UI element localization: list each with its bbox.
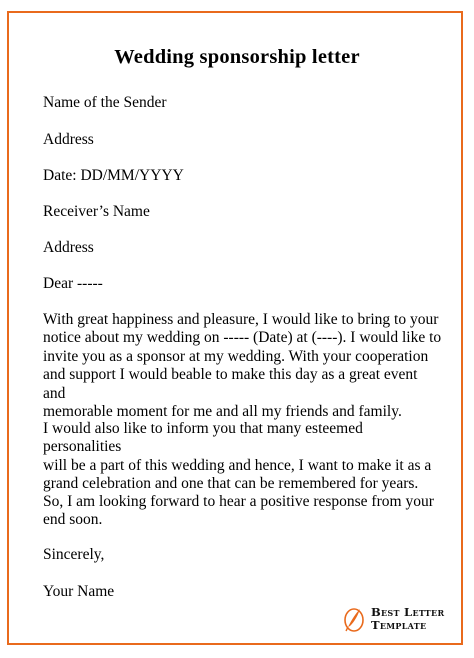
letter-date: Date: DD/MM/YYYY [43, 167, 184, 184]
signature: Your Name [43, 583, 115, 600]
sender-name: Name of the Sender [43, 94, 167, 111]
body-paragraph-2: I would also like to inform you that many esteemed personalities will be a part of this wedding and hence, I want to make it as a grand celebration and one that can be remembered for years. [43, 420, 432, 493]
letter-title: Wedding sponsorship letter [114, 46, 360, 68]
salutation: Dear ----- [43, 275, 103, 292]
body-paragraph-3: So, I am looking forward to hear a positive response from your end soon. [43, 493, 434, 529]
brand-logo [341, 605, 451, 635]
logo-text [371, 606, 444, 632]
closing: Sincerely, [43, 546, 105, 563]
body-paragraph-1: With great happiness and pleasure, I would like to bring to your notice about my wedding on ----- (Date) at (----). I would like to invite you as a sponsor at my wedding. With your cooperation and support I would beable to make this day as a great event and memorable moment for me and all my friends and family. [43, 311, 442, 421]
logo-line-1: Best Letter [371, 605, 445, 619]
logo-line-2: Template [371, 618, 427, 632]
receiver-name: Receiver’s Name [43, 203, 150, 220]
receiver-address: Address [43, 239, 94, 256]
sender-address: Address [43, 131, 94, 148]
quill-pen-icon [343, 605, 365, 633]
